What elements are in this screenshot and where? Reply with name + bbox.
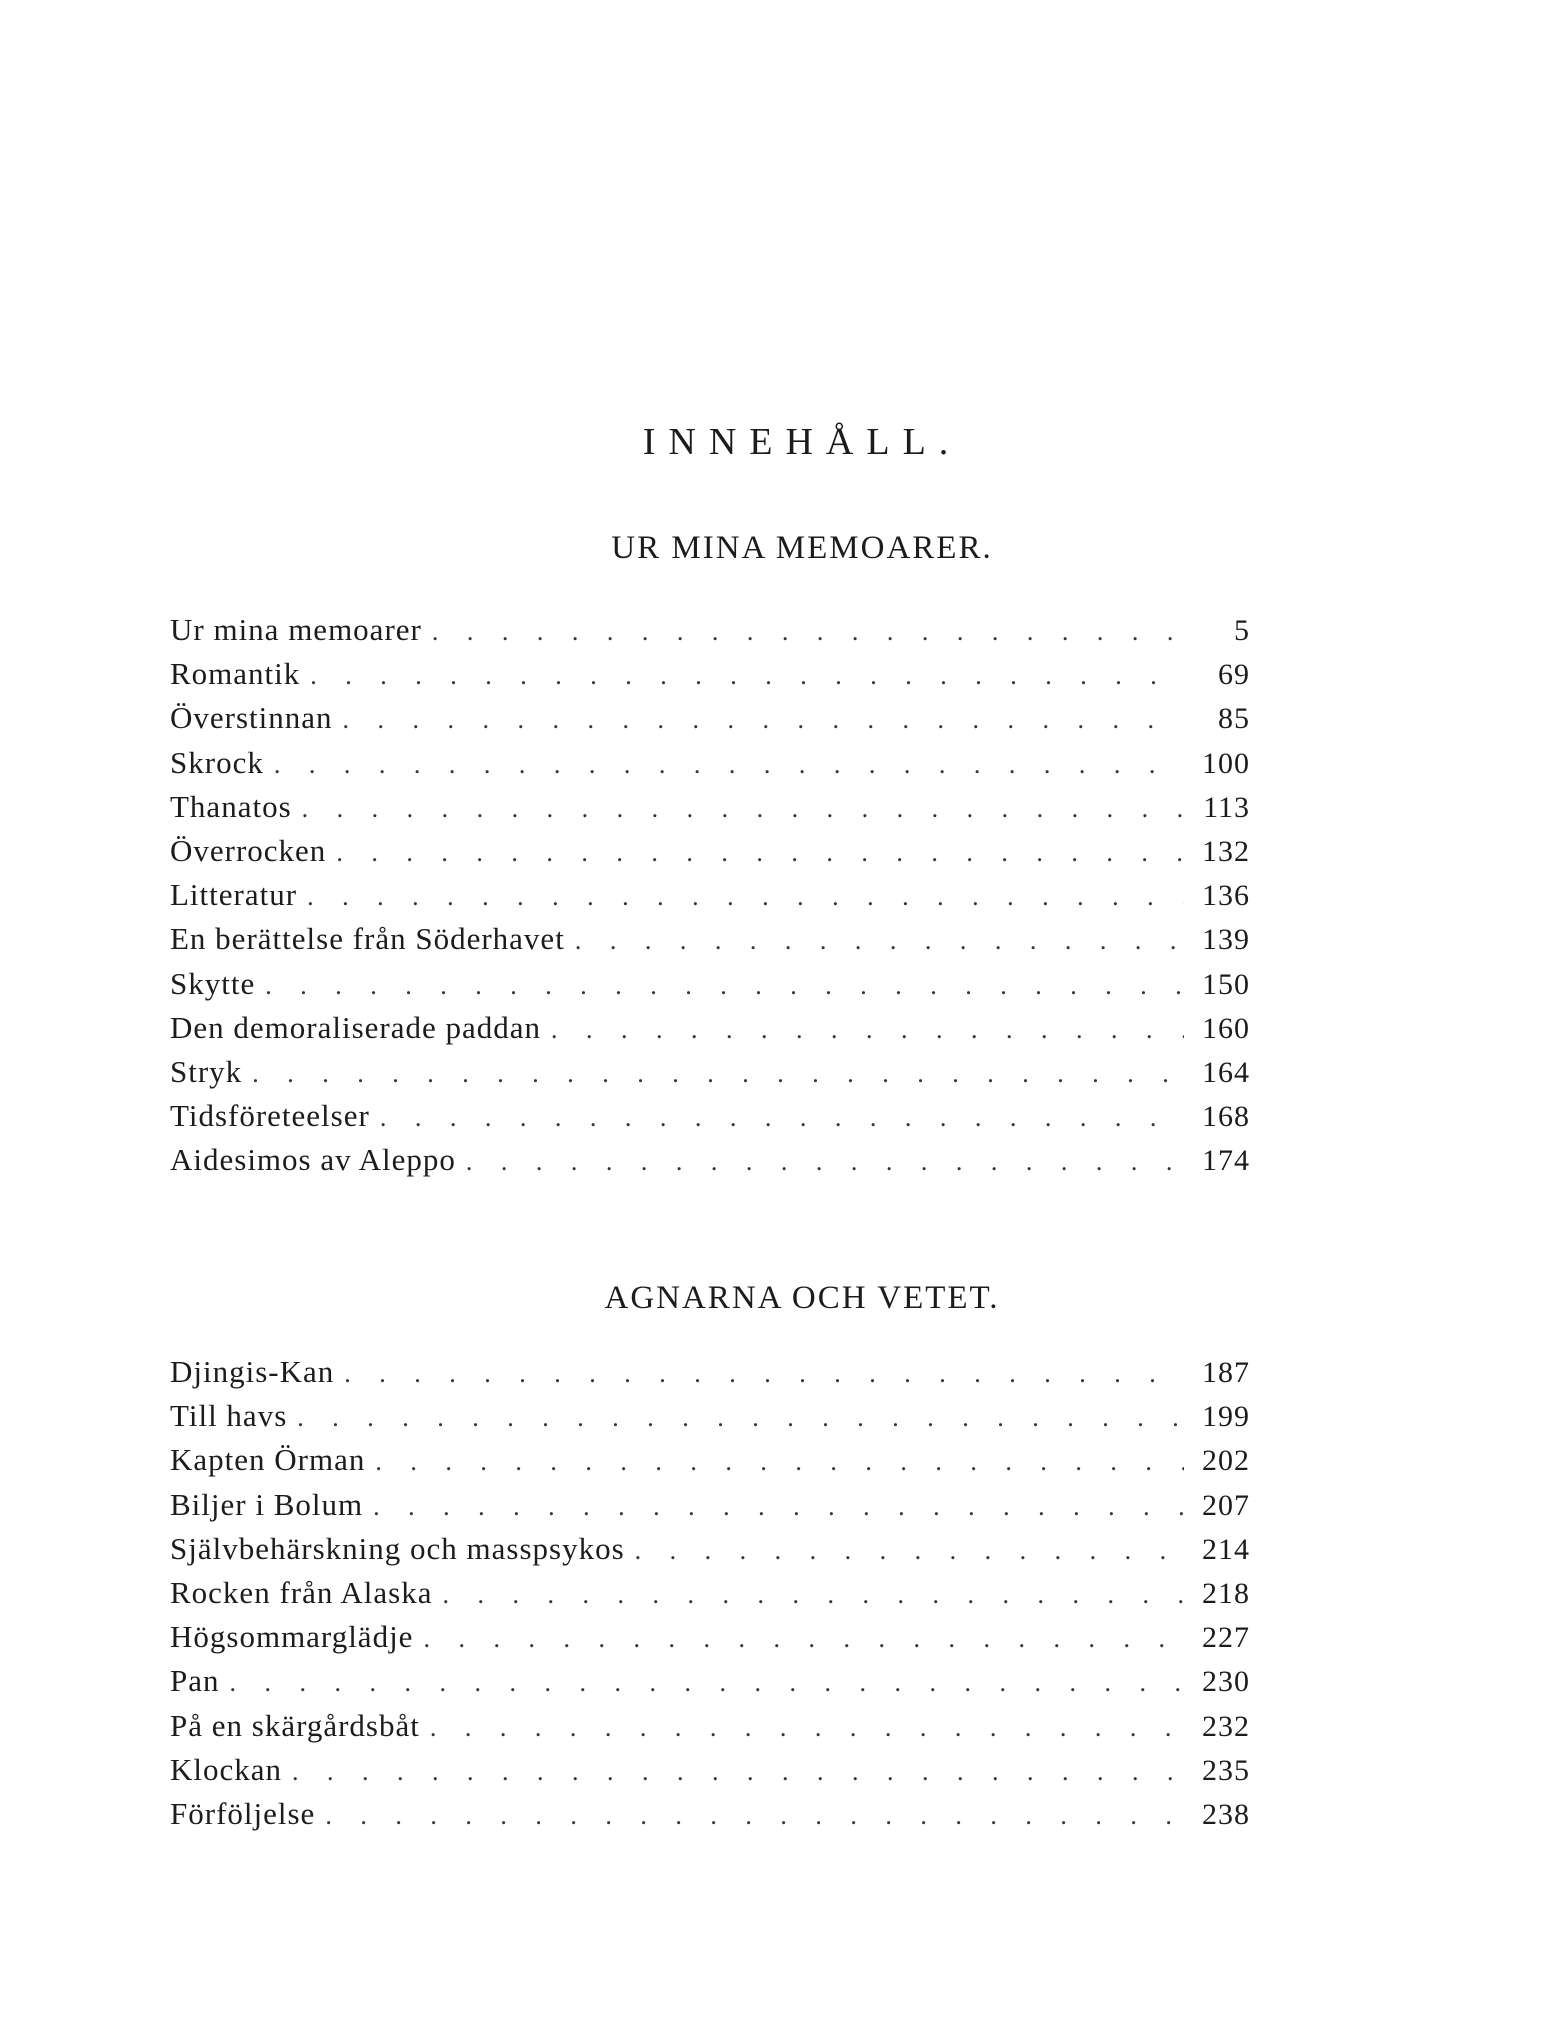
dot-leader: [423, 1617, 1184, 1661]
toc-entry: [170, 1050, 1250, 1094]
toc-entry-title: Rocken från Alaska: [170, 1574, 433, 1610]
toc-list-ur-mina-memoarer: [170, 608, 1250, 1182]
toc-entry-page: 174: [1202, 1144, 1250, 1178]
toc-entry: [170, 829, 1250, 873]
toc-entry-title: Högsommarglädje: [170, 1619, 414, 1655]
section-heading-ur-mina-memoarer: UR MINA MEMOARER.: [611, 530, 993, 566]
toc-entry-page: 218: [1202, 1576, 1250, 1610]
toc-entry-page: 214: [1202, 1532, 1250, 1566]
toc-entry-title: Djingis-Kan: [170, 1354, 335, 1389]
dot-leader: [344, 1352, 1184, 1396]
toc-entry-title: Skrock: [170, 744, 264, 780]
toc-entry-title: Pan: [170, 1663, 220, 1699]
toc-entry-title: En berättelse från Söderhavet: [170, 921, 565, 957]
toc-entry-title: Självbehärskning och masspsykos: [170, 1530, 625, 1566]
dot-leader: [380, 1096, 1184, 1140]
toc-entry-title: Kapten Örman: [170, 1442, 366, 1478]
toc-entry-title: På en skärgårdsbåt: [170, 1707, 420, 1743]
toc-entry-title: Överstinnan: [170, 700, 333, 736]
toc-entry-page: 202: [1202, 1444, 1250, 1478]
toc-entry-page: 136: [1202, 879, 1250, 913]
dot-leader: [375, 1440, 1184, 1484]
toc-entry: [170, 1615, 1250, 1659]
dot-leader: [430, 1706, 1184, 1750]
toc-entry-page: 113: [1203, 790, 1250, 824]
toc-entry-title: Överrocken: [170, 832, 327, 868]
toc-entry: [170, 962, 1250, 1006]
toc-entry-title: Litteratur: [170, 877, 298, 913]
dot-leader: [265, 964, 1184, 1008]
toc-entry-page: 232: [1202, 1709, 1250, 1743]
toc-entry-title: Stryk: [170, 1053, 243, 1089]
toc-entry: [170, 1659, 1250, 1703]
toc-entry-page: 187: [1202, 1356, 1250, 1389]
dot-leader: [307, 875, 1184, 919]
toc-entry-page: 238: [1202, 1797, 1250, 1831]
toc-entry-title: Tidsföreteelser: [170, 1098, 370, 1134]
toc-entry: [170, 1704, 1250, 1748]
dot-leader: [230, 1661, 1185, 1705]
toc-entry: [170, 741, 1250, 785]
toc-entry: [170, 1438, 1250, 1482]
toc-entry: [170, 873, 1250, 917]
toc-entry-page: 100: [1202, 746, 1250, 780]
toc-entry-title: Den demoraliserade paddan: [170, 1009, 542, 1045]
toc-entry-title: Ur mina memoarer: [170, 612, 422, 647]
toc-entry-page: 230: [1202, 1665, 1250, 1699]
toc-entry-title: Förföljelse: [170, 1795, 316, 1831]
dot-leader: [292, 1750, 1184, 1794]
dot-leader: [432, 610, 1184, 654]
toc-entry-page: 164: [1202, 1055, 1250, 1089]
dot-leader: [297, 1396, 1184, 1440]
toc-entry-title: Biljer i Bolum: [170, 1486, 364, 1522]
toc-entry: [170, 1527, 1250, 1571]
page-title: INNEHÅLL.: [642, 421, 962, 463]
dot-leader: [551, 1008, 1184, 1052]
toc-entry-page: 199: [1202, 1400, 1250, 1434]
toc-entry: [170, 652, 1250, 696]
dot-leader: [252, 1052, 1184, 1096]
toc-entry: [170, 917, 1250, 961]
toc-entry-title: Klockan: [170, 1751, 283, 1787]
toc-entry-page: 227: [1202, 1621, 1250, 1655]
toc-list-agnarna-och-vetet: [170, 1350, 1250, 1836]
toc-entry: [170, 1138, 1250, 1182]
dot-leader: [635, 1529, 1184, 1573]
toc-entry-title: Skytte: [170, 965, 256, 1001]
dot-leader: [466, 1140, 1184, 1184]
toc-entry-title: Thanatos: [170, 788, 292, 824]
toc-entry-page: 5: [1234, 614, 1250, 647]
toc-entry-title: Romantik: [170, 656, 301, 692]
toc-entry-title: Aidesimos av Aleppo: [170, 1142, 456, 1178]
toc-entry: [170, 696, 1250, 740]
dot-leader: [302, 787, 1184, 831]
toc-entry: [170, 608, 1250, 652]
dot-leader: [442, 1573, 1184, 1617]
dot-leader: [575, 919, 1184, 963]
toc-entry: [170, 1394, 1250, 1438]
toc-entry: [170, 1350, 1250, 1394]
toc-entry-title: Till havs: [170, 1398, 288, 1434]
dot-leader: [336, 831, 1184, 875]
toc-entry: [170, 785, 1250, 829]
toc-entry-page: 139: [1202, 923, 1250, 957]
toc-entry-page: 85: [1218, 702, 1250, 736]
toc-entry-page: 207: [1202, 1488, 1250, 1522]
toc-entry: [170, 1571, 1250, 1615]
toc-entry-page: 69: [1218, 658, 1250, 692]
toc-entry: [170, 1006, 1250, 1050]
toc-entry-page: 235: [1202, 1753, 1250, 1787]
dot-leader: [274, 743, 1184, 787]
toc-entry: [170, 1792, 1250, 1836]
dot-leader: [343, 698, 1184, 742]
dot-leader: [325, 1794, 1184, 1838]
toc-entry: [170, 1094, 1250, 1138]
toc-entry-page: 150: [1202, 967, 1250, 1001]
toc-entry-page: 168: [1202, 1100, 1250, 1134]
dot-leader: [310, 654, 1184, 698]
dot-leader: [373, 1485, 1184, 1529]
section-heading-agnarna-och-vetet: AGNARNA OCH VETET.: [604, 1280, 1000, 1316]
toc-entry-page: 160: [1202, 1011, 1250, 1045]
toc-entry: [170, 1748, 1250, 1792]
toc-entry-page: 132: [1202, 834, 1250, 868]
toc-entry: [170, 1483, 1250, 1527]
